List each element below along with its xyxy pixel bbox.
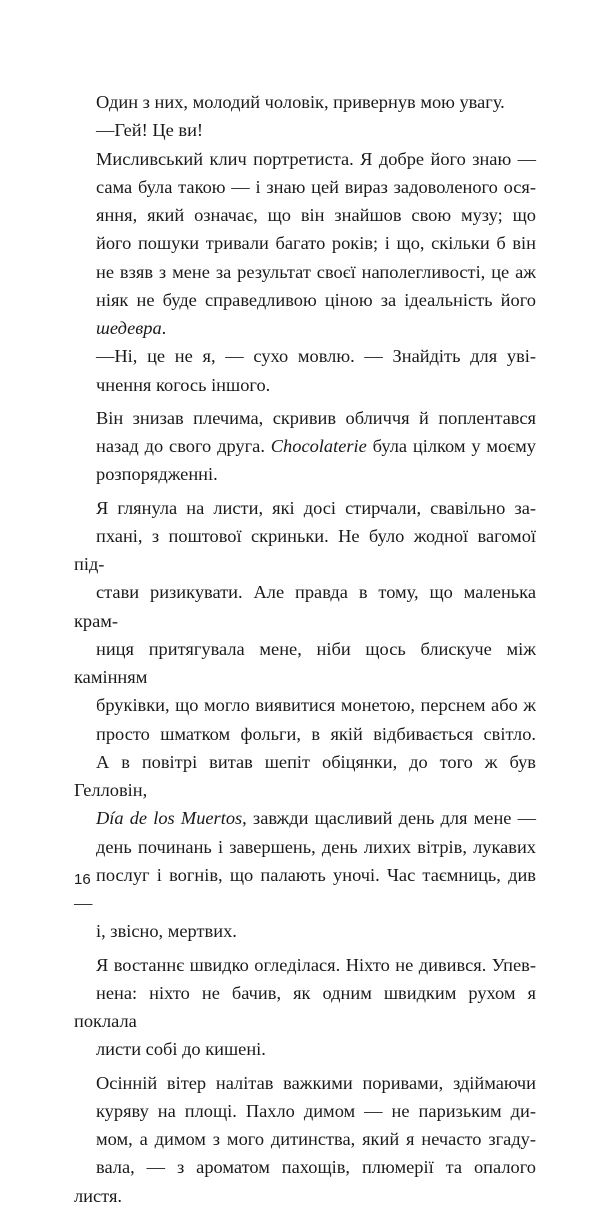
text-line <box>74 1153 536 1210</box>
text-line <box>74 1125 536 1153</box>
paragraph <box>74 116 536 144</box>
text-run: —Ні, це не я, — сухо мовлю. — Знайдіть для уві- <box>96 346 536 367</box>
text-run: сама була такою — і знаю цей вираз задоволеного ося- <box>96 176 536 197</box>
text-run: Я глянула на листи, які досі стирчали, свавільно за- <box>96 497 536 518</box>
text-run: Мисливський клич портретиста. Я добре його знаю — <box>96 148 536 169</box>
text-line <box>74 861 536 918</box>
paragraph <box>74 145 536 343</box>
body-text <box>74 88 536 1210</box>
text-run: бруківки, що могло виявитися монетою, перснем або ж <box>96 695 536 716</box>
text-line <box>74 371 536 399</box>
text-line <box>74 833 536 861</box>
text-line <box>74 173 536 201</box>
text-line <box>74 494 536 522</box>
text-run: розпорядженні. <box>96 464 218 485</box>
text-run: і, звісно, мертвих. <box>96 921 237 942</box>
text-run: стави ризикувати. Але правда в тому, що маленька крам- <box>74 582 536 631</box>
text-line <box>74 116 536 144</box>
text-line <box>74 342 536 370</box>
text-run: ніяк не буде справедливою ціною за ідеальність його <box>96 289 536 310</box>
text-run: Осінній вітер налітав важкими поривами, здіймаючи <box>96 1072 536 1093</box>
text-line <box>74 578 536 635</box>
text-line <box>74 404 536 432</box>
text-line <box>74 635 536 692</box>
text-line <box>74 145 536 173</box>
text-line <box>74 314 536 342</box>
text-line <box>74 720 536 748</box>
paragraph <box>74 342 536 399</box>
text-line <box>74 522 536 579</box>
text-run: мом, а димом з мого дитинства, який я нечасто згаду- <box>96 1129 536 1149</box>
text-line <box>74 88 536 116</box>
text-run: вала, — з ароматом пахощів, плюмерії та опалого листя. <box>74 1157 536 1206</box>
text-run: Він знизав плечима, скривив обличчя й поплентався <box>96 407 536 428</box>
text-line <box>74 229 536 257</box>
text-line <box>74 748 536 805</box>
text-line <box>74 201 536 229</box>
text-line <box>74 804 536 832</box>
text-line <box>74 258 536 286</box>
text-run: , завжди щасливий день для мене — <box>242 808 536 829</box>
text-run: —Гей! Це ви! <box>96 120 204 141</box>
text-run: Я востаннє швидко огледілася. Ніхто не дивився. Упев- <box>96 954 536 975</box>
text-line <box>74 1097 536 1125</box>
text-line <box>74 1069 536 1097</box>
text-line <box>74 432 536 460</box>
text-run: чнення когось іншого. <box>96 374 271 395</box>
text-run: була цілком у моєму <box>366 436 536 456</box>
paragraph <box>74 951 536 1064</box>
text-run: просто шматком фольги, в якій відбивається світло. <box>96 723 536 744</box>
paragraph <box>74 88 536 116</box>
text-line <box>74 917 536 945</box>
text-run: . <box>161 318 167 338</box>
text-run: А в повітрі витав шепіт обіцянки, до того ж був Гелловін, <box>74 751 536 800</box>
text-line <box>74 1035 536 1063</box>
italic-text: Chocolaterie <box>270 436 367 456</box>
text-run: куряву на площі. Пахло димом — не паризьким ди- <box>96 1100 536 1121</box>
text-run: яння, який означає, що він знайшов свою музу; що <box>96 205 536 225</box>
text-run: листи собі до кишені. <box>96 1039 266 1060</box>
text-run: пхані, з поштової скриньки. Не було жодної вагомої під- <box>74 525 536 574</box>
text-run: не взяв з мене за результат своєї наполегливості, це аж <box>96 261 536 282</box>
text-run: ниця притягувала мене, ніби щось блискуче між камінням <box>74 638 536 687</box>
text-line <box>74 691 536 719</box>
text-run: Один з них, молодий чоловік, привернув мою увагу. <box>96 92 505 112</box>
paragraph <box>74 494 536 946</box>
text-run: послуг і вогнів, що палають уночі. Час таємниць, див — <box>74 864 536 913</box>
text-run: його пошуки тривали багато років; і що, скільки б він <box>96 233 536 254</box>
paragraph <box>74 404 536 489</box>
text-run: назад до свого друга. <box>96 436 271 456</box>
italic-text: Día de los Muertos <box>96 808 243 829</box>
text-line <box>74 460 536 488</box>
paragraph <box>74 1069 536 1210</box>
text-run: день починань і завершень, день лихих вітрів, лукавих <box>96 836 536 857</box>
italic-text: шедевра <box>96 318 162 338</box>
text-run: нена: ніхто не бачив, як одним швидким рухом я поклала <box>74 982 536 1031</box>
text-line <box>74 979 536 1036</box>
page-number: 16 <box>74 871 91 888</box>
text-line <box>74 951 536 979</box>
text-line <box>74 286 536 314</box>
